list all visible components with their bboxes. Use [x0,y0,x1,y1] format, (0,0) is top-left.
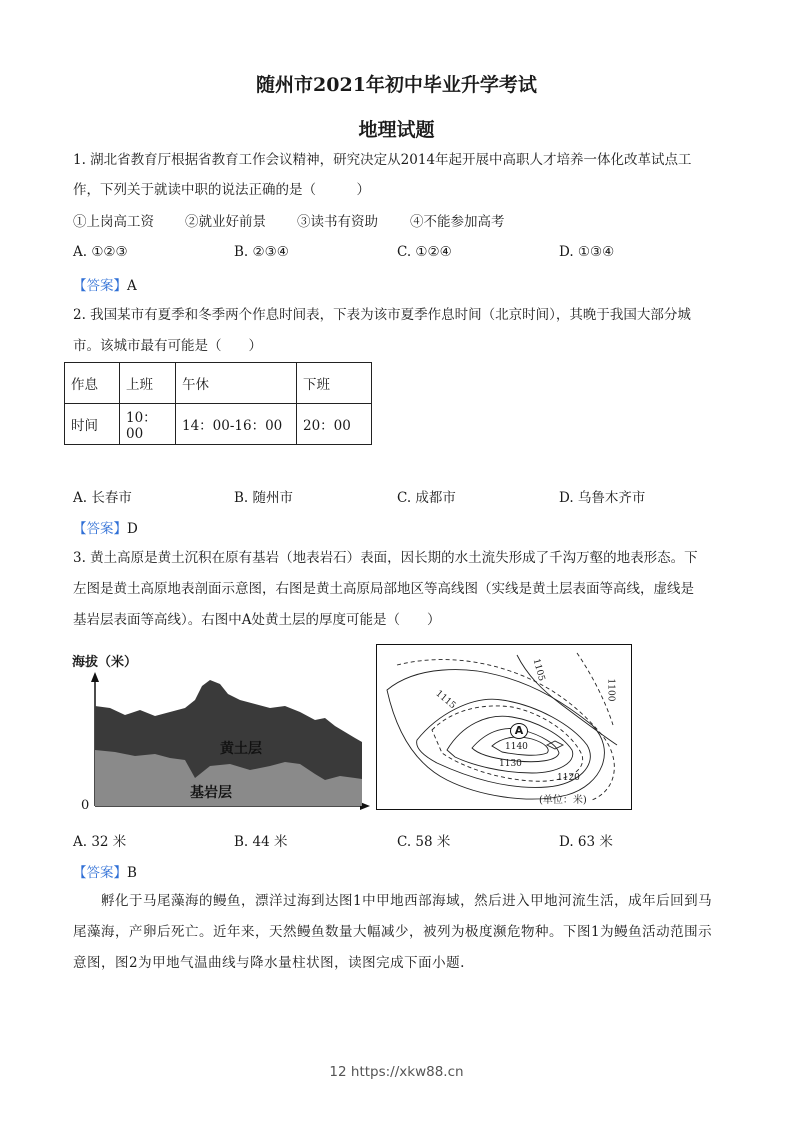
q3-option-b: B. 44 米 [234,834,288,850]
q1-option-a: A. ①②③ [73,244,128,260]
contour-label-1100: 1100 [605,678,616,702]
table-cell: 午休 [176,363,297,404]
table-cell: 20：00 [297,404,372,445]
contour-label-1115: 1115 [433,688,458,712]
q3-answer [73,861,137,881]
contour-label-1120: 1120 [557,773,580,783]
q1-item-1: ①上岗高工资 [73,214,154,230]
profile-ylabel: 海拔（米） [72,655,138,670]
passage-line3: 意图，图2为甲地气温曲线与降水量柱状图，读图完成下面小题. [73,955,465,971]
q3-option-c: C. 58 米 [397,834,451,850]
table-cell: 上班 [120,363,176,404]
q3-stem-line2: 左图是黄土高原地表剖面示意图，右图是黄土高原局部地区等高线图（实线是黄土层表面等高线，虚线是 [73,581,694,597]
table-cell: 14：00-16：00 [176,404,297,445]
q1-option-b: B. ②③④ [234,244,289,260]
q1-item-2: ②就业好前景 [185,214,266,230]
q1-stem-line2: 作，下列关于就读中职的说法正确的是（ ） [73,182,370,198]
table-cell: 作息 [65,363,120,404]
q2-option-c: C. 成都市 [397,490,456,506]
answer-label: 【答案】 [73,278,127,294]
answer-value: A [127,278,137,294]
table-cell: 时间 [65,404,120,445]
contour-figure [376,644,632,810]
answer-label: 【答案】 [73,521,127,537]
table-cell: 10：00 [120,404,176,445]
exam-subtitle: 地理试题 [358,119,435,141]
contour-label-1140: 1140 [505,742,528,752]
exam-title: 随州市2021年初中毕业升学考试 [256,74,537,96]
table-cell: 下班 [297,363,372,404]
q3-option-d: D. 63 米 [559,834,613,850]
passage-line2: 尾藻海，产卵后死亡。近年来，天然鳗鱼数量大幅减少，被列为极度濒危物种。下图1为鳗鱼活动范围示 [73,924,713,940]
q1-option-c: C. ①②④ [397,244,452,260]
contour-label-1130: 1130 [499,759,522,769]
profile-figure [70,648,370,818]
answer-value: B [127,865,137,881]
q2-stem-line2: 市。该城市最有可能是（ ） [73,338,262,354]
q1-stem-line1: 1. 湖北省教育厅根据省教育工作会议精神，研究决定从2014年起开展中高职人才培养一体化改革试点工 [73,152,692,168]
y-axis-arrow [91,672,99,682]
profile-zero: 0 [81,798,90,813]
q1-item-3: ③读书有资助 [297,214,378,230]
answer-label: 【答案】 [73,865,127,881]
table-row [65,404,372,445]
bedrock-label: 基岩层 [190,785,232,801]
contour-unit-label: (单位：米) [539,795,587,806]
table-row [65,363,372,404]
q2-option-d: D. 乌鲁木齐市 [559,490,646,506]
q3-option-a: A. 32 米 [73,834,127,850]
q3-stem-line3: 基岩层表面等高线）。右图中A处黄土层的厚度可能是（ ） [73,612,441,628]
answer-value: D [127,521,138,537]
loess-label: 黄土层 [220,741,262,757]
q1-item-4: ④不能参加高考 [410,214,505,230]
q2-answer [73,517,138,537]
contour-label-1105: 1105 [530,657,547,683]
bedrock-contour [397,657,614,800]
q1-answer [73,274,137,294]
point-a-marker: A [510,723,528,739]
q2-option-b: B. 随州市 [234,490,294,506]
q3-stem-line1: 3. 黄土高原是黄土沉积在原有基岩（地表岩石）表面，因长期的水土流失形成了千沟万壑的地表形态。下 [73,550,698,566]
contour-svg [377,645,631,809]
schedule-table [64,362,372,445]
page-footer: 12 https://xkw88.cn [329,1064,464,1080]
passage-line1: 孵化于马尾藻海的鳗鱼，漂洋过海到达图1中甲地西部海域，然后进入甲地河流生活，成年后回到马 [101,893,713,909]
q2-stem-line1: 2. 我国某市有夏季和冬季两个作息时间表，下表为该市夏季作息时间（北京时间），其晚于我国大部分城 [73,307,691,323]
q1-option-d: D. ①③④ [559,244,615,260]
q2-option-a: A. 长春市 [73,490,132,506]
